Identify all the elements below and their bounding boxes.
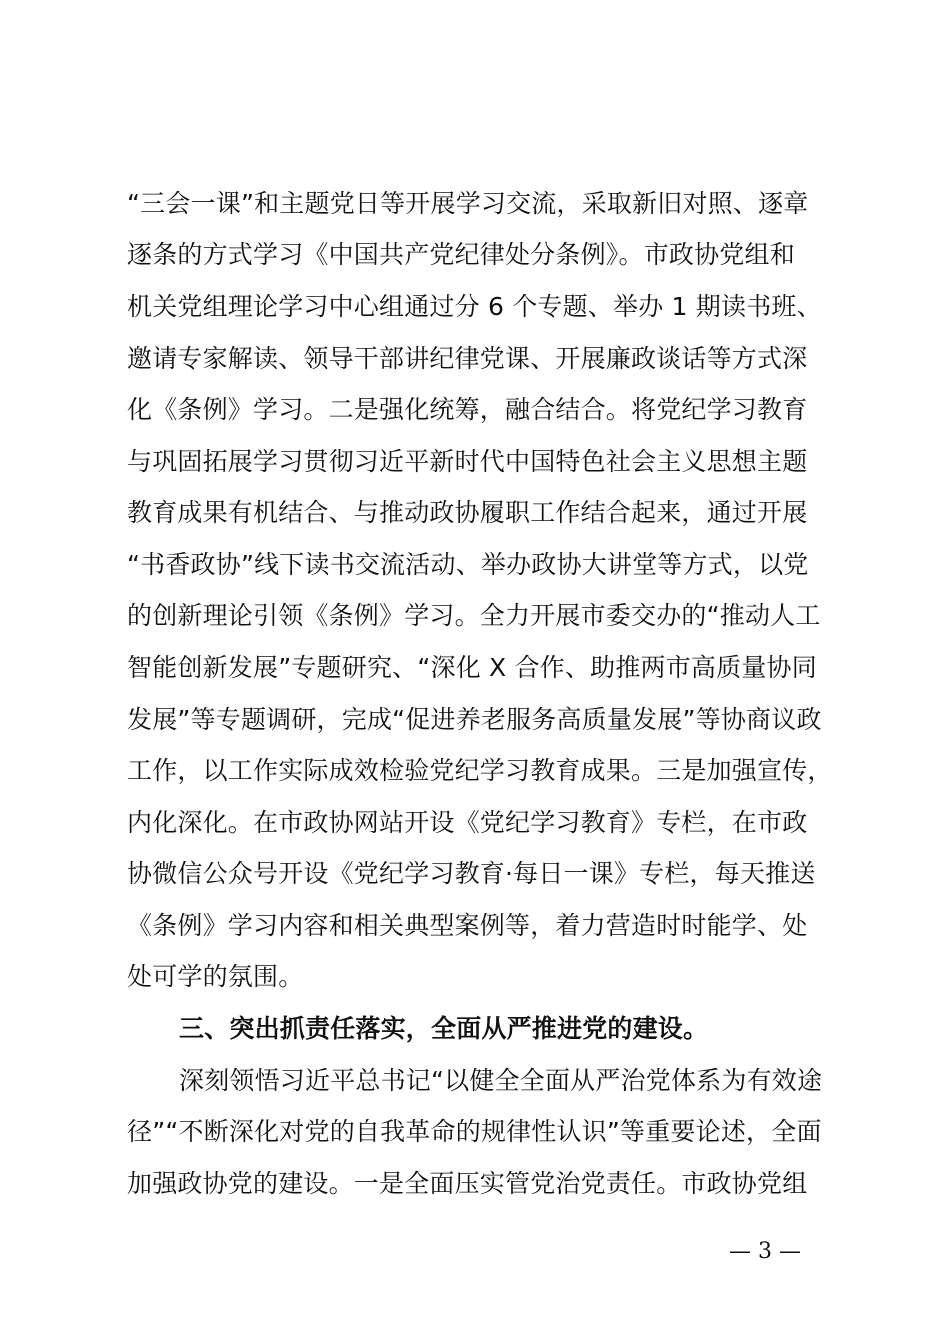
paragraph-line: 化《条例》学习。二是强化统筹，融合结合。将党纪学习教育 xyxy=(127,395,808,424)
paragraph-line: “三会一课”和主题党日等开展学习交流，采取新旧对照、逐章 xyxy=(127,189,809,218)
paragraph-line: 教育成果有机结合、与推动政协履职工作结合起来，通过开展 xyxy=(127,498,808,527)
section-paragraph-line: 加强政协党的建设。一是全面压实管党治党责任。市政协党组 xyxy=(127,1169,808,1198)
paragraph-line: 工作，以工作实际成效检验党纪学习教育成果。三是加强宣传， xyxy=(127,756,833,785)
paragraph-line: “书香政协”线下读书交流活动、举办政协大讲堂等方式，以党 xyxy=(127,550,809,579)
paragraph-line: 机关党组理论学习中心组通过分 6 个专题、举办 1 期读书班、 xyxy=(127,292,822,321)
page-number: — 3 — xyxy=(729,1239,801,1264)
paragraph-line: 邀请专家解读、领导干部讲纪律党课、开展廉政谈话等方式深 xyxy=(127,344,808,373)
paragraph-line: 与巩固拓展学习贯彻习近平新时代中国特色社会主义思想主题 xyxy=(127,447,808,476)
paragraph-line: 发展”等专题调研，完成“促进养老服务高质量发展”等协商议政 xyxy=(127,705,822,734)
paragraph-line: 智能创新发展”专题研究、“深化 X 合作、助推两市高质量协同 xyxy=(127,653,817,682)
paragraph-line: 逐条的方式学习《中国共产党纪律处分条例》。市政协党组和 xyxy=(127,240,795,269)
paragraph-line: 《条例》学习内容和相关典型案例等，着力营造时时能学、处 xyxy=(127,911,808,940)
paragraph-line: 协微信公众号开设《党纪学习教育·每日一课》专栏，每天推送 xyxy=(127,859,816,888)
section-paragraph-line: 径”“不断深化对党的自我革命的规律性认识”等重要论述，全面 xyxy=(127,1117,822,1146)
paragraph-line: 内化深化。在市政协网站开设《党纪学习教育》专栏，在市政 xyxy=(127,808,808,837)
section-heading: 三、突出抓责任落实，全面从严推进党的建设。 xyxy=(179,1014,709,1043)
paragraph-line: 处可学的氛围。 xyxy=(127,962,304,991)
section-paragraph-line: 深刻领悟习近平总书记“以健全全面从严治党体系为有效途 xyxy=(179,1066,823,1095)
paragraph-line: 的创新理论引领《条例》学习。全力开展市委交办的“推动人工 xyxy=(127,601,821,630)
